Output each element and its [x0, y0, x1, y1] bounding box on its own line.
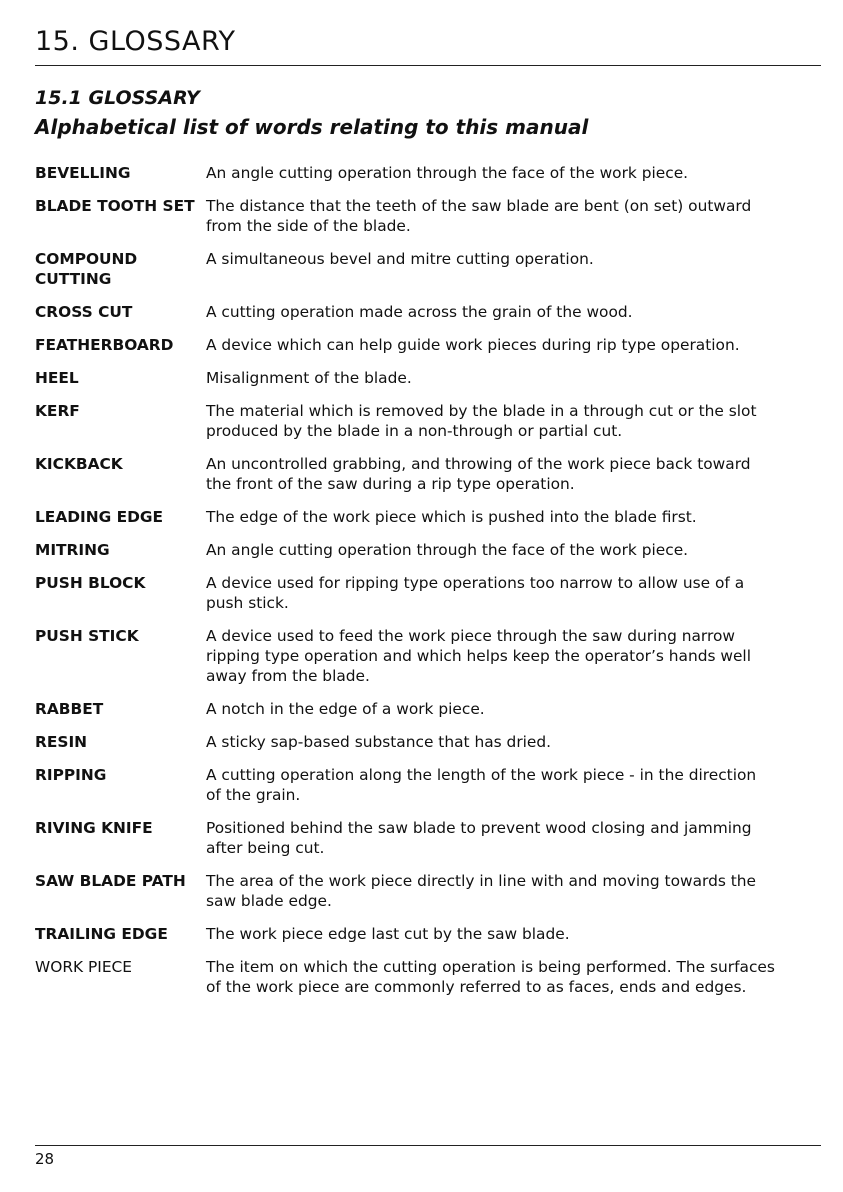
glossary-definition: Misalignment of the blade. — [206, 369, 412, 387]
section-title: 15.1 GLOSSARY — [35, 87, 200, 109]
glossary-term: RIPPING — [35, 766, 107, 784]
glossary-term: RESIN — [35, 733, 88, 751]
glossary-definition: A cutting operation made across the grain of the wood. — [206, 303, 633, 321]
glossary-entry — [35, 368, 775, 388]
chapter-title: 15. GLOSSARY — [35, 26, 236, 57]
glossary-definition: The edge of the work piece which is pushed into the blade first. — [206, 508, 697, 526]
glossary-term: PUSH STICK — [35, 627, 139, 645]
glossary-entry — [35, 924, 775, 944]
glossary-term: LEADING EDGE — [35, 508, 164, 526]
glossary-list — [35, 163, 775, 1010]
glossary-term: PUSH BLOCK — [35, 574, 146, 592]
glossary-term: KICKBACK — [35, 455, 123, 473]
section-subtitle: Alphabetical list of words relating to this manual — [35, 115, 589, 139]
glossary-entry — [35, 163, 775, 183]
glossary-definition: An uncontrolled grabbing, and throwing of the work piece back toward the front of the saw during a rip type operation. — [206, 455, 751, 493]
glossary-term: KERF — [35, 402, 80, 420]
glossary-term: TRAILING EDGE — [35, 925, 168, 943]
header-divider — [35, 65, 821, 66]
glossary-definition: A cutting operation along the length of the work piece - in the direction of the grain. — [206, 766, 757, 804]
glossary-term: MITRING — [35, 541, 110, 559]
glossary-entry — [35, 249, 775, 289]
glossary-entry — [35, 302, 775, 322]
footer-divider — [35, 1145, 821, 1146]
glossary-entry — [35, 732, 775, 752]
glossary-entry — [35, 957, 775, 997]
glossary-entry — [35, 765, 775, 805]
page-number: 28 — [35, 1150, 55, 1168]
glossary-definition: An angle cutting operation through the face of the work piece. — [206, 164, 689, 182]
glossary-term: HEEL — [35, 369, 79, 387]
glossary-term: COMPOUND CUTTING — [35, 250, 138, 288]
glossary-definition: The material which is removed by the blade in a through cut or the slot produced by the blade in a non-through or partial cut. — [206, 402, 757, 440]
glossary-entry — [35, 196, 775, 236]
glossary-term: RIVING KNIFE — [35, 819, 153, 837]
glossary-definition: Positioned behind the saw blade to prevent wood closing and jamming after being cut. — [206, 819, 752, 857]
glossary-definition: A simultaneous bevel and mitre cutting operation. — [206, 250, 594, 268]
glossary-definition: A device used for ripping type operations too narrow to allow use of a push stick. — [206, 574, 745, 612]
glossary-entry — [35, 573, 775, 613]
glossary-term: FEATHERBOARD — [35, 336, 174, 354]
glossary-definition: The area of the work piece directly in line with and moving towards the saw blade edge. — [206, 872, 757, 910]
glossary-definition: A sticky sap-based substance that has dried. — [206, 733, 552, 751]
glossary-term: SAW BLADE PATH — [35, 872, 186, 890]
glossary-entry — [35, 335, 775, 355]
glossary-entry — [35, 699, 775, 719]
glossary-entry — [35, 540, 775, 560]
glossary-definition: The distance that the teeth of the saw blade are bent (on set) outward from the side of the blade. — [206, 197, 752, 235]
glossary-entry — [35, 401, 775, 441]
glossary-term: WORK PIECE — [35, 958, 133, 976]
glossary-entry — [35, 818, 775, 858]
glossary-definition: The item on which the cutting operation is being performed. The surfaces of the work piece are commonly referred to as faces, ends and edges. — [206, 958, 775, 996]
glossary-definition: A device which can help guide work pieces during rip type operation. — [206, 336, 740, 354]
glossary-definition: An angle cutting operation through the face of the work piece. — [206, 541, 689, 559]
glossary-term: CROSS CUT — [35, 303, 133, 321]
glossary-term: RABBET — [35, 700, 104, 718]
glossary-term: BEVELLING — [35, 164, 131, 182]
glossary-term: BLADE TOOTH SET — [35, 197, 195, 215]
glossary-entry — [35, 507, 775, 527]
glossary-entry — [35, 871, 775, 911]
glossary-definition: The work piece edge last cut by the saw blade. — [206, 925, 570, 943]
glossary-entry — [35, 454, 775, 494]
glossary-definition: A device used to feed the work piece through the saw during narrow ripping type operation and which helps keep the operator’s hands well away from the blade. — [206, 627, 751, 685]
glossary-definition: A notch in the edge of a work piece. — [206, 700, 485, 718]
glossary-entry — [35, 626, 775, 686]
